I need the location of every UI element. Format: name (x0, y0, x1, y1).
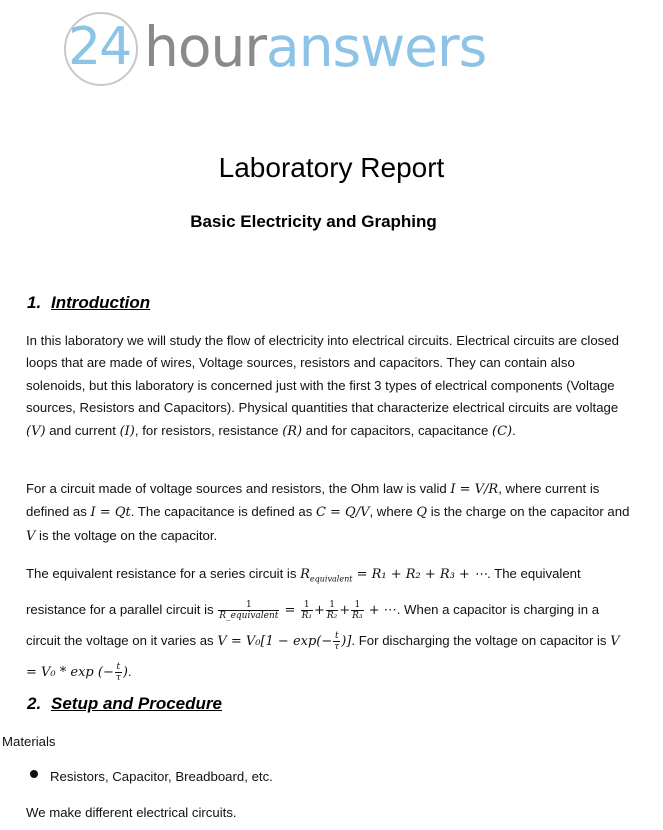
fraction-denominator: R₃ (352, 610, 363, 621)
math-series-resistance (300, 567, 487, 582)
math-voltage: (V) (26, 423, 46, 439)
math-symbol: ) (122, 664, 128, 680)
section-heading-setup (27, 694, 222, 714)
section-heading-introduction (27, 293, 150, 313)
math-operator: = (280, 602, 300, 618)
fraction (115, 662, 122, 683)
fraction (301, 600, 313, 621)
math-symbol: )] (341, 633, 352, 649)
intro-paragraph-1 (26, 330, 631, 443)
text-run: For a circuit made of voltage sources and resistors, the Ohm law is valid (26, 481, 451, 496)
company-logo (62, 10, 532, 90)
section-title: Introduction (51, 293, 151, 312)
text-run: . The equivalent resistance for a parallel circuit is (26, 566, 581, 617)
text-run: The equivalent resistance for a series circuit is (26, 566, 301, 581)
list-item: Resistors, Capacitor, Breadboard, etc. (50, 769, 273, 784)
fraction-numerator: t (334, 630, 339, 641)
fraction-denominator: R_equivalent (219, 610, 279, 621)
report-subtitle: Basic Electricity and Graphing (190, 212, 437, 231)
text-run: and current (45, 422, 120, 438)
text-run: In this laboratory we will study the flow of electricity into electrical circuits. Electrical circuits are closed loops that are made of wires, Voltage sources, resistors and capacitors. They can contain also solenoids, but this laboratory is concerned just with the first 3 types of electrical components (Voltage sources, Resistors and Capacitors). Physical quantities that characterize electrical circuits are voltage (26, 333, 619, 416)
math-capacitance-def: C = Q/V (315, 505, 370, 521)
section-number: 1. (27, 293, 42, 312)
materials-label: Materials (2, 734, 56, 749)
text-run: . The capacitance is defined as (130, 504, 316, 520)
text-run: . (512, 422, 516, 438)
fraction-numerator: t (116, 661, 121, 672)
fraction (218, 600, 279, 621)
logo-word-answers: answers (265, 15, 487, 79)
fraction (351, 600, 363, 621)
math-discharging: V = V₀ * exp (− (26, 633, 620, 680)
section-number: 2. (27, 694, 42, 713)
fraction-numerator: 1 (326, 600, 338, 611)
math-symbol: R (300, 567, 310, 582)
text-run: is the voltage on the capacitor. (35, 527, 218, 543)
fraction-numerator: 1 (218, 600, 279, 611)
section-title: Setup and Procedure (51, 694, 222, 713)
fraction-numerator: 1 (351, 600, 363, 611)
logo-word-hour: hour (144, 15, 266, 79)
math-capacitance: (C) (492, 423, 513, 439)
text-run: , for resistors, resistance (134, 422, 283, 438)
math-resistance: (R) (282, 423, 303, 439)
report-title: Laboratory Report (218, 152, 445, 183)
text-run: , where current is defined as (26, 481, 600, 520)
fraction-denominator: R₂ (326, 610, 338, 621)
text-run: and for capacitors, capacitance (302, 422, 492, 438)
fraction (333, 631, 340, 652)
closing-sentence: We make different electrical circuits. (26, 805, 237, 820)
math-ellipsis: + ⋯ (364, 602, 397, 618)
fraction-numerator: 1 (301, 600, 313, 611)
fraction-denominator: τ (115, 672, 121, 683)
text-run: , where (369, 504, 417, 520)
text-run: . When a capacitor is charging in a circuit the voltage on it varies as (26, 601, 600, 648)
text-run: . For discharging the voltage on capacitor is (351, 632, 611, 648)
math-current: (I) (119, 423, 135, 439)
math-subscript: equivalent (309, 574, 353, 584)
intro-paragraph-3 (26, 559, 631, 688)
math-v: V (26, 528, 36, 544)
logo-number: 24 (68, 17, 131, 77)
math-symbol: = R₁ + R₂ + R₃ + ⋯ (352, 567, 488, 582)
text-run: is the charge on the capacitor and (427, 504, 630, 520)
intro-paragraph-2 (26, 478, 631, 548)
bullet-dot (30, 770, 38, 778)
math-ohm-law: I = V/R (450, 482, 499, 497)
math-charging: V = V₀[1 − exp(− (217, 633, 333, 649)
math-operator: + (313, 602, 325, 618)
logo-wordmark (144, 16, 486, 78)
math-q: Q (416, 505, 428, 521)
text-run: . (127, 663, 132, 679)
math-operator: + (339, 602, 351, 618)
fraction-denominator: τ (334, 641, 340, 652)
math-current-def: I = Qt (90, 505, 131, 521)
fraction-denominator: R₁ (301, 610, 312, 621)
fraction (326, 600, 338, 621)
